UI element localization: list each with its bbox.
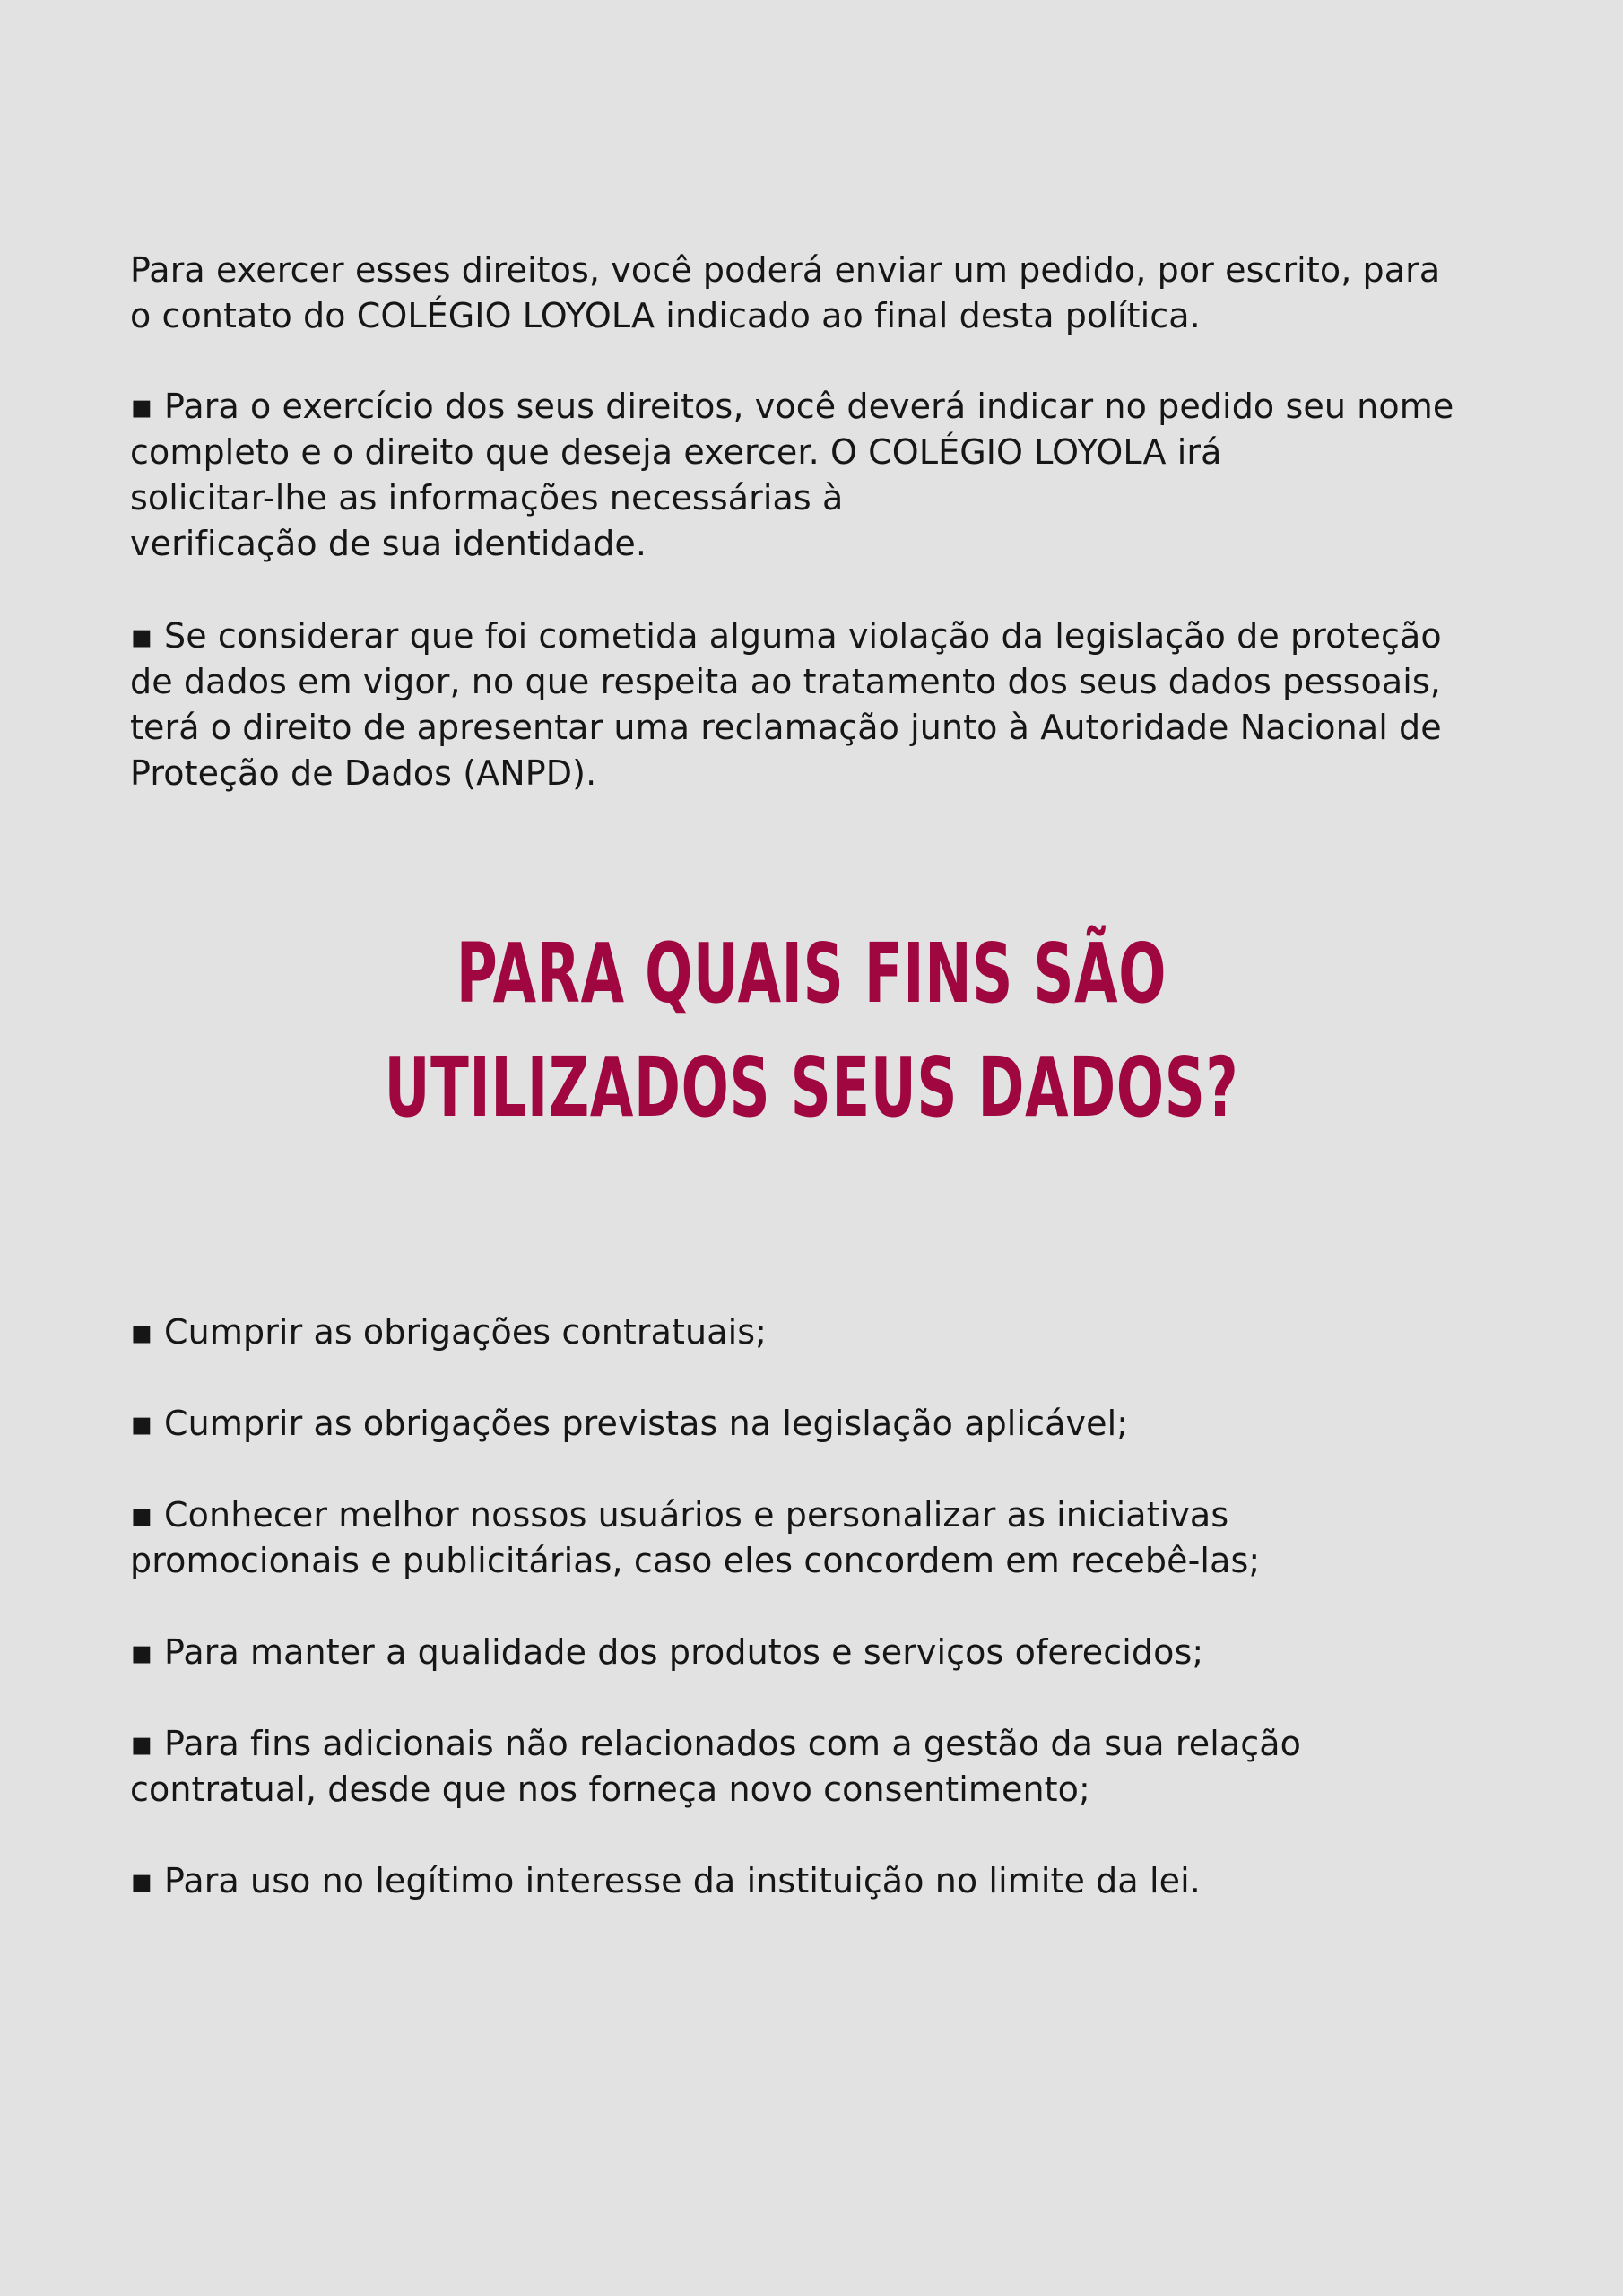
- rights-item-line: terá o direito de apresentar uma reclamação junto à Autoridade Nacional de: [130, 708, 1442, 747]
- rights-item-line: ▪ Para o exercício dos seus direitos, você deverá indicar no pedido seu nome: [130, 387, 1454, 426]
- rights-item: [130, 613, 1502, 796]
- rights-item-line: ▪ Se considerar que foi cometida alguma violação da legislação de proteção: [130, 616, 1442, 656]
- intro-paragraph: [130, 248, 1502, 339]
- purpose-item-line: ▪ Para manter a qualidade dos produtos e serviços oferecidos;: [130, 1632, 1204, 1672]
- purpose-item: [130, 1858, 1502, 1904]
- section-heading: [0, 917, 1623, 1144]
- rights-item-line: verificação de sua identidade.: [130, 524, 647, 563]
- rights-item-line: de dados em vigor, no que respeita ao tratamento dos seus dados pessoais,: [130, 662, 1441, 701]
- section-heading-line: PARA QUAIS FINS SÃO: [456, 926, 1167, 1022]
- rights-item-line: completo e o direito que deseja exercer. O COLÉGIO LOYOLA irá: [130, 432, 1222, 472]
- purpose-item: [130, 1721, 1502, 1813]
- purpose-item-line: ▪ Cumprir as obrigações previstas na legislação aplicável;: [130, 1404, 1129, 1443]
- purpose-item-line: contratual, desde que nos forneça novo consentimento;: [130, 1770, 1090, 1809]
- purpose-item-line: ▪ Cumprir as obrigações contratuais;: [130, 1312, 768, 1352]
- purpose-item: [130, 1401, 1502, 1447]
- section-heading-line: UTILIZADOS SEUS DADOS?: [384, 1039, 1239, 1135]
- intro-line: Para exercer esses direitos, você poderá enviar um pedido, por escrito, para: [130, 250, 1441, 290]
- rights-item-line: Proteção de Dados (ANPD).: [130, 753, 597, 793]
- purpose-item: [130, 1492, 1502, 1584]
- purpose-item: [130, 1309, 1502, 1355]
- intro-line: o contato do COLÉGIO LOYOLA indicado ao final desta política.: [130, 296, 1201, 335]
- purpose-item-line: ▪ Para uso no legítimo interesse da instituição no limite da lei.: [130, 1861, 1201, 1900]
- rights-item-line: solicitar-lhe as informações necessárias à: [130, 478, 844, 517]
- purpose-item: [130, 1630, 1502, 1675]
- purpose-item-line: ▪ Conhecer melhor nossos usuários e personalizar as iniciativas: [130, 1495, 1229, 1535]
- purpose-item-line: promocionais e publicitárias, caso eles concordem em recebê-las;: [130, 1541, 1261, 1580]
- rights-item: [130, 384, 1502, 567]
- purpose-item-line: ▪ Para fins adicionais não relacionados com a gestão da sua relação: [130, 1724, 1301, 1763]
